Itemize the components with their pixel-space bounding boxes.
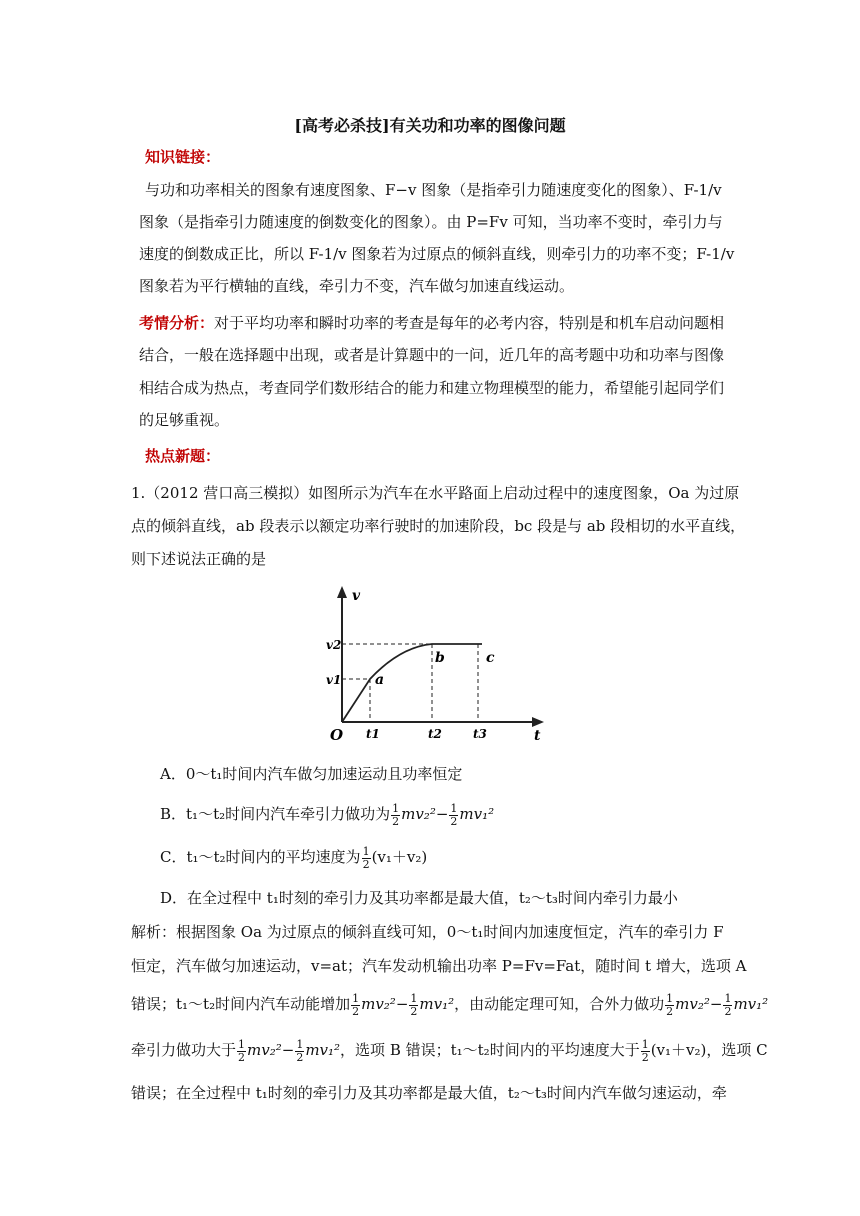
question-line-3: 则下述说法正确的是 xyxy=(131,550,267,568)
velocity-curve xyxy=(342,644,482,722)
option-c: C．t₁～t₂时间内的平均速度为 $\frac{1}{2}$ (v₁＋v₂) xyxy=(160,844,428,871)
analysis-label: 考情分析： xyxy=(139,314,215,332)
t2-tick-label: t2 xyxy=(428,727,442,741)
analysis-line-4: 的足够重视。 xyxy=(139,411,230,429)
solution-line-3: 错误；t₁～t₂时间内汽车动能增加 $\frac{1}{2}$ mv₂²− $\frac{1}{2}$ mv₁²，由动能定理可知，合外力做功 $\frac{1}{2}$ mv₂²− $\frac{1}{2}$ mv₁² xyxy=(131,991,769,1018)
knowledge-line-3: 速度的倒数成正比，所以 F-1/v 图象若为过原点的倾斜直线，则牵引力的功率不变；F-1/v xyxy=(139,245,735,263)
t-axis-arrow xyxy=(532,717,544,727)
option-b: B．t₁～t₂时间内汽车牵引力做功为 $\frac{1}{2}$ mv₂²− $\frac{1}{2}$ mv₁² xyxy=(160,801,495,828)
origin-label: O xyxy=(330,726,344,742)
velocity-time-chart xyxy=(318,580,550,742)
v2-tick-label: v2 xyxy=(326,638,342,652)
knowledge-label: 知识链接： xyxy=(145,148,221,166)
t1-tick-label: t1 xyxy=(366,727,380,741)
t-axis-label: t xyxy=(534,728,541,742)
hot-label: 热点新题： xyxy=(145,447,221,465)
question-line-1: 1.（2012 营口高三模拟）如图所示为汽车在水平路面上启动过程中的速度图象，Oa 为过原 xyxy=(131,484,740,502)
fraction-half: $\frac{1}{2}$ xyxy=(392,801,400,828)
solution-line-4: 牵引力做功大于 $\frac{1}{2}$ mv₂²− $\frac{1}{2}$ mv₁²，选项 B 错误；t₁～t₂时间内的平均速度大于 $\frac{1}{2}$ (v₁＋v₂)，选项 C xyxy=(131,1037,768,1064)
solution-line-1: 解析：根据图象 Oa 为过原点的倾斜直线可知，0～t₁时间内加速度恒定，汽车的牵引力 F xyxy=(131,923,724,941)
v1-tick-label: v1 xyxy=(326,673,342,687)
analysis-line-2: 结合，一般在选择题中出现，或者是计算题中的一问，近几年的高考题中功和功率与图像 xyxy=(139,346,725,364)
point-b-label: b xyxy=(435,650,445,666)
analysis-line-1: 考情分析：对于平均功率和瞬时功率的考查是每年的必考内容，特别是和机车启动问题相 xyxy=(139,314,725,332)
point-c-label: c xyxy=(486,650,495,666)
option-d: D．在全过程中 t₁时刻的牵引力及其功率都是最大值，t₂～t₃时间内牵引力最小 xyxy=(160,889,678,907)
solution-line-5: 错误；在全过程中 t₁时刻的牵引力及其功率都是最大值，t₂～t₃时间内汽车做匀速运动，牵 xyxy=(131,1084,727,1102)
v-axis-arrow xyxy=(337,586,347,598)
question-line-2: 点的倾斜直线，ab 段表示以额定功率行驶时的加速阶段，bc 段是与 ab 段相切的水平直线， xyxy=(131,517,746,535)
option-a: A．0～t₁时间内汽车做匀加速运动且功率恒定 xyxy=(160,765,463,783)
v-axis-label: v xyxy=(352,588,361,604)
t3-tick-label: t3 xyxy=(473,727,487,741)
knowledge-line-1: 与功和功率相关的图象有速度图象、F−v 图象（是指牵引力随速度变化的图象）、F-1/v xyxy=(145,181,722,199)
point-a-label: a xyxy=(375,672,385,688)
knowledge-line-4: 图象若为平行横轴的直线，牵引力不变，汽车做匀加速直线运动。 xyxy=(139,277,575,295)
analysis-line-3: 相结合成为热点，考查同学们数形结合的能力和建立物理模型的能力，希望能引起同学们 xyxy=(139,379,725,397)
knowledge-line-2: 图象（是指牵引力随速度的倒数变化的图象）。由 P=Fv 可知，当功率不变时，牵引力与 xyxy=(139,213,723,231)
page-title: [高考必杀技]有关功和功率的图像问题 xyxy=(294,116,566,135)
solution-line-2: 恒定，汽车做匀加速运动，v=at；汽车发动机输出功率 P=Fv=Fat，随时间 t 增大，选项 A xyxy=(131,957,747,975)
